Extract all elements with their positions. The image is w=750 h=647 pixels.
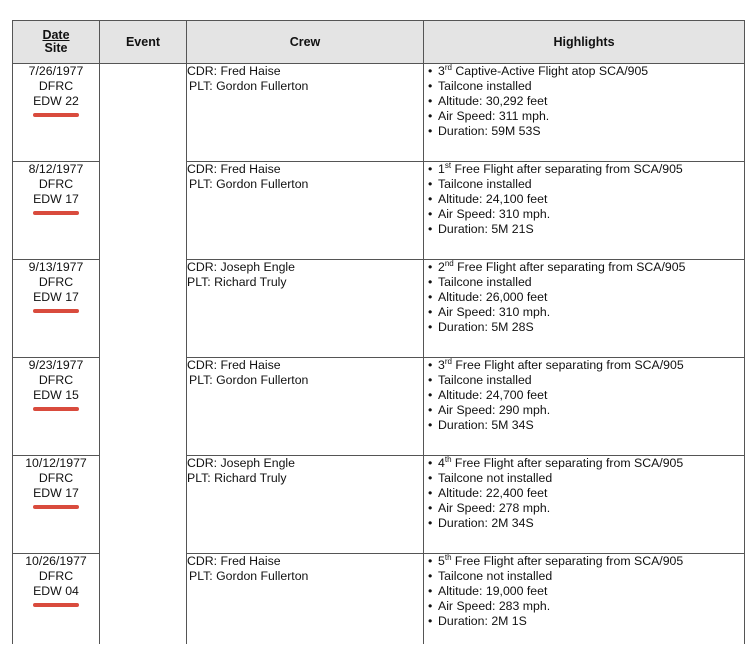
highlight-text: Captive-Active Flight atop SCA/905 [451,64,649,78]
highlight-text: Free Flight after separating from SCA/905 [451,162,683,176]
highlight-text: Air Speed: 290 mph. [438,403,551,417]
flight-date: 7/26/1977 [28,64,84,78]
highlight-item [438,614,744,629]
header-highlights: Highlights [424,21,745,64]
ordinal-suffix: rd [444,357,452,366]
red-underline-mark [33,113,79,117]
table-row [13,554,745,645]
highlight-item [438,94,744,109]
highlights-cell [424,554,745,645]
highlight-text: Free Flight after separating from SCA/905 [453,260,686,274]
highlights-cell [424,456,745,554]
highlight-item [438,162,744,177]
flight-ordinal: 1 [438,162,445,176]
red-underline-mark [33,211,79,215]
highlight-item [438,373,744,388]
flight-date: 8/12/1977 [28,162,84,176]
flight-center: DFRC [38,177,74,191]
header-event: Event [100,21,187,64]
highlight-text: Altitude: 22,400 feet [438,486,548,500]
event-cell [100,554,187,645]
highlight-text: Tailcone installed [438,79,532,93]
crew-pilot: PLT: Gordon Fullerton [189,177,309,191]
flight-date: 9/23/1977 [28,358,84,372]
highlight-text: Free Flight after separating from SCA/905 [451,456,684,470]
crew-cell [187,64,424,162]
flight-ordinal: 4 [438,456,445,470]
header-row [13,21,745,64]
highlight-item [438,584,744,599]
highlight-item [438,471,744,486]
highlight-text: Free Flight after separating from SCA/905 [451,554,684,568]
highlight-text: Air Speed: 278 mph. [438,501,551,515]
table-row [13,358,745,456]
highlight-item [438,109,744,124]
crew-pilot: PLT: Richard Truly [187,275,287,289]
event-cell [100,456,187,554]
ordinal-suffix: st [444,161,452,170]
highlight-item [438,305,744,320]
crew-commander: CDR: Fred Haise [187,554,281,568]
ordinal-suffix: rd [444,63,452,72]
flight-center: DFRC [38,471,74,485]
flight-site: EDW 17 [33,290,79,304]
flight-center: DFRC [38,275,74,289]
red-underline-mark [33,407,79,411]
highlights-cell [424,64,745,162]
header-crew: Crew [187,21,424,64]
highlight-text: Duration: 2M 1S [438,614,527,628]
event-cell [100,162,187,260]
crew-commander: CDR: Fred Haise [187,358,281,372]
highlight-item [438,403,744,418]
highlights-list [424,456,744,531]
crew-pilot: PLT: Gordon Fullerton [189,373,309,387]
highlight-item [438,599,744,614]
header-site: Site [44,41,68,55]
flight-site: EDW 22 [33,94,79,108]
highlights-list [424,162,744,237]
ordinal-suffix: th [444,455,452,464]
highlight-item [438,418,744,433]
highlight-item [438,79,744,94]
ordinal-suffix: th [444,553,452,562]
red-underline-mark [33,309,79,313]
highlight-text: Duration: 2M 34S [438,516,534,530]
highlight-item [438,207,744,222]
highlight-item [438,320,744,335]
highlight-item [438,516,744,531]
highlights-list [424,358,744,433]
crew-commander: CDR: Joseph Engle [187,260,295,274]
table-row [13,162,745,260]
highlight-text: Duration: 59M 53S [438,124,541,138]
table-row [13,64,745,162]
highlight-text: Tailcone not installed [438,471,553,485]
highlight-text: Duration: 5M 34S [438,418,534,432]
event-cell [100,64,187,162]
highlights-cell [424,162,745,260]
table-body [13,64,745,645]
highlights-cell [424,358,745,456]
header-date-site [13,21,100,64]
flight-table [12,20,745,644]
table-row [13,260,745,358]
table-row [13,456,745,554]
highlight-item [438,124,744,139]
highlights-list [424,64,744,139]
highlights-list [424,554,744,629]
date-site-cell [13,554,100,645]
highlight-text: Altitude: 19,000 feet [438,584,548,598]
flight-ordinal: 2 [438,260,445,274]
highlight-item [438,275,744,290]
red-underline-mark [33,603,79,607]
highlight-text: Tailcone installed [438,373,532,387]
highlight-text: Altitude: 30,292 feet [438,94,548,108]
highlight-text: Altitude: 24,700 feet [438,388,548,402]
crew-commander: CDR: Joseph Engle [187,456,295,470]
highlight-text: Altitude: 26,000 feet [438,290,548,304]
crew-pilot: PLT: Gordon Fullerton [189,79,309,93]
flight-site: EDW 17 [33,486,79,500]
crew-cell [187,554,424,645]
crew-cell [187,456,424,554]
highlight-item [438,358,744,373]
flight-center: DFRC [38,373,74,387]
date-site-cell [13,260,100,358]
event-cell [100,358,187,456]
crew-commander: CDR: Fred Haise [187,162,281,176]
highlight-text: Tailcone installed [438,275,532,289]
highlight-item [438,222,744,237]
highlight-text: Altitude: 24,100 feet [438,192,548,206]
highlight-item [438,192,744,207]
date-site-cell [13,358,100,456]
highlight-item [438,569,744,584]
crew-pilot: PLT: Richard Truly [187,471,287,485]
highlight-text: Duration: 5M 21S [438,222,534,236]
highlight-text: Air Speed: 310 mph. [438,305,551,319]
highlight-text: Tailcone installed [438,177,532,191]
flight-site: EDW 17 [33,192,79,206]
crew-commander: CDR: Fred Haise [187,64,281,78]
highlights-cell [424,260,745,358]
header-date: Date [42,28,70,42]
flight-site: EDW 04 [33,584,79,598]
flight-ordinal: 3 [438,358,445,372]
highlight-item [438,64,744,79]
flight-date: 10/26/1977 [25,554,87,568]
event-cell [100,260,187,358]
highlight-item [438,501,744,516]
flight-center: DFRC [38,79,74,93]
ordinal-suffix: nd [444,259,454,268]
flight-date: 9/13/1977 [28,260,84,274]
crew-cell [187,162,424,260]
highlight-text: Tailcone not installed [438,569,553,583]
highlight-item [438,290,744,305]
highlight-text: Duration: 5M 28S [438,320,534,334]
highlight-text: Air Speed: 310 mph. [438,207,551,221]
highlight-item [438,456,744,471]
crew-cell [187,260,424,358]
flight-date: 10/12/1977 [25,456,87,470]
highlight-item [438,177,744,192]
flight-center: DFRC [38,569,74,583]
highlight-text: Air Speed: 311 mph. [438,109,550,123]
highlight-text: Air Speed: 283 mph. [438,599,551,613]
date-site-cell [13,64,100,162]
flight-ordinal: 3 [438,64,445,78]
highlight-text: Free Flight after separating from SCA/905 [451,358,684,372]
highlight-item [438,486,744,501]
highlight-item [438,554,744,569]
date-site-cell [13,162,100,260]
highlight-item [438,388,744,403]
date-site-cell [13,456,100,554]
highlight-item [438,260,744,275]
flight-site: EDW 15 [33,388,79,402]
flight-ordinal: 5 [438,554,445,568]
crew-cell [187,358,424,456]
crew-pilot: PLT: Gordon Fullerton [189,569,309,583]
highlights-list [424,260,744,335]
red-underline-mark [33,505,79,509]
